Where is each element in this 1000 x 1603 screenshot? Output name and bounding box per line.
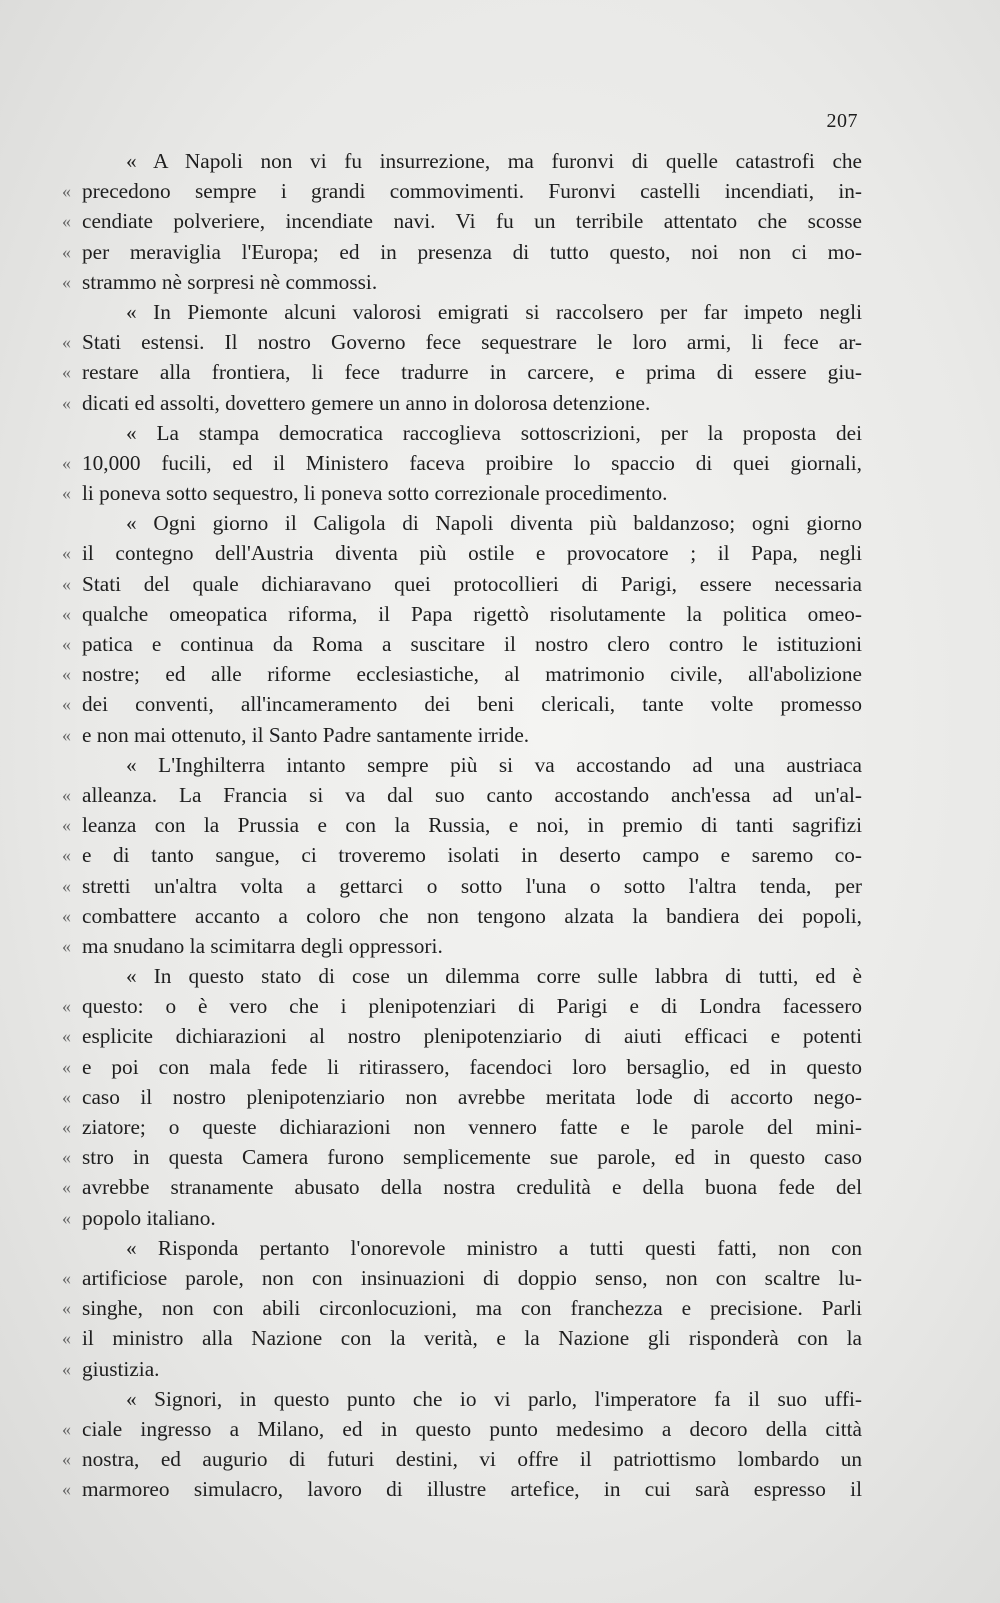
text-line	[62, 1414, 862, 1444]
text-line	[62, 206, 862, 236]
text-line	[62, 357, 862, 387]
line-text: Stati estensi. Il nostro Governo fece sequestrare le loro armi, li fece ar-	[82, 330, 862, 355]
text-line	[62, 1474, 862, 1504]
quote-mark: «	[62, 1449, 71, 1470]
line-text: « Ogni giorno il Caligola di Napoli diventa più baldanzoso; ogni giorno	[126, 511, 862, 536]
quote-mark: «	[62, 664, 71, 685]
text-line	[62, 1384, 862, 1414]
quote-mark: «	[62, 1086, 71, 1107]
text-line	[62, 840, 862, 870]
quote-mark: «	[62, 1298, 71, 1319]
quote-mark: «	[62, 241, 71, 262]
quote-mark: «	[62, 211, 71, 232]
text-line	[62, 146, 862, 176]
text-line	[62, 689, 862, 719]
text-line	[62, 327, 862, 357]
line-text: cendiate polveriere, incendiate navi. Vi fu un terribile attentato che scosse	[82, 209, 862, 234]
text-line	[62, 267, 862, 297]
quote-mark: «	[62, 1026, 71, 1047]
line-text: ma snudano la scimitarra degli oppressori.	[82, 933, 443, 958]
text-line	[62, 176, 862, 206]
line-text: nostra, ed augurio di futuri destini, vi offre il patriottismo lombardo un	[82, 1447, 862, 1472]
quote-mark: «	[62, 603, 71, 624]
line-text: qualche omeopatica riforma, il Papa rigettò risolutamente la politica omeo-	[82, 601, 862, 626]
quote-mark: «	[62, 1479, 71, 1500]
text-line	[62, 1323, 862, 1353]
line-text: e poi con mala fede li ritirassero, facendoci loro bersaglio, ed in questo	[82, 1054, 862, 1079]
text-line	[62, 1354, 862, 1384]
text-line	[62, 750, 862, 780]
quote-mark: «	[62, 634, 71, 654]
line-text: popolo italiano.	[82, 1205, 216, 1230]
text-line	[62, 1444, 862, 1474]
line-text: combattere accanto a coloro che non tengono alzata la bandiera dei popoli,	[82, 903, 862, 928]
quote-mark: «	[62, 1056, 71, 1077]
text-line	[62, 297, 862, 327]
text-line	[62, 388, 862, 418]
quote-mark: «	[62, 483, 71, 504]
quote-mark: «	[62, 1177, 71, 1198]
quote-mark: «	[62, 1418, 71, 1439]
quote-mark: «	[62, 1328, 71, 1349]
line-text: marmoreo simulacro, lavoro di illustre artefice, in cui sarà espresso il	[82, 1477, 862, 1502]
text-line	[62, 599, 862, 629]
text-line	[62, 991, 862, 1021]
quote-mark: «	[62, 181, 71, 202]
text-line	[62, 1263, 862, 1293]
line-text: ciale ingresso a Milano, ed in questo punto medesimo a decoro della città	[82, 1416, 862, 1441]
text-line	[62, 931, 862, 961]
line-text: stro in questa Camera furono semplicemente sue parole, ed in questo caso	[82, 1145, 862, 1170]
text-line	[62, 901, 862, 931]
line-text: « In questo stato di cose un dilemma corre sulle labbra di tutti, ed è	[126, 964, 862, 989]
text-line	[62, 659, 862, 689]
quote-mark: «	[62, 392, 71, 413]
line-text: questo: o è vero che i plenipotenziari di Parigi e di Londra facessero	[82, 994, 862, 1019]
quote-mark: «	[62, 573, 71, 594]
text-line	[62, 1052, 862, 1082]
line-text: li poneva sotto sequestro, li poneva sotto correzionale procedimento.	[82, 481, 668, 506]
quote-mark: «	[62, 1207, 71, 1228]
line-text: il ministro alla Nazione con la verità, e la Nazione gli risponderà con la	[82, 1326, 862, 1351]
line-text: leanza con la Prussia e con la Russia, e noi, in premio di tanti sagrifizi	[82, 813, 862, 838]
line-text: « In Piemonte alcuni valorosi emigrati si raccolsero per far impeto negli	[126, 299, 862, 324]
quote-mark: «	[62, 996, 71, 1017]
text-line	[62, 237, 862, 267]
line-text: precedono sempre i grandi commovimenti. Furonvi castelli incendiati, in-	[82, 179, 862, 204]
quote-mark: «	[62, 543, 71, 564]
quote-mark: «	[62, 845, 71, 866]
text-line	[62, 1112, 862, 1142]
quote-mark: «	[62, 1117, 71, 1137]
text-line	[62, 1142, 862, 1172]
quote-mark: «	[62, 875, 71, 896]
line-text: il contegno dell'Austria diventa più ostile e provocatore ; il Papa, negli	[82, 541, 862, 566]
text-line	[62, 478, 862, 508]
line-text: « La stampa democratica raccoglieva sottoscrizioni, per la proposta dei	[126, 420, 862, 445]
line-text: ziatore; o queste dichiarazioni non vennero fatte e le parole del mini-	[82, 1115, 862, 1139]
line-text: e di tanto sangue, ci troveremo isolati in deserto campo e saremo co-	[82, 843, 862, 868]
text-line	[62, 1082, 862, 1112]
page-number: 207	[826, 110, 858, 132]
quote-mark: «	[62, 1358, 71, 1379]
quote-mark: «	[62, 452, 71, 473]
quote-mark: «	[62, 332, 71, 353]
line-text: dei conventi, all'incameramento dei beni clericali, tante volte promesso	[82, 692, 862, 717]
text-line	[62, 1021, 862, 1051]
text-line	[62, 1203, 862, 1233]
text-line	[62, 720, 862, 750]
quote-mark: «	[62, 271, 71, 292]
quote-mark: «	[62, 935, 71, 956]
text-line	[62, 569, 862, 599]
line-text: singhe, non con abili circonlocuzioni, ma con franchezza e precisione. Parli	[82, 1296, 862, 1321]
line-text: esplicite dichiarazioni al nostro plenipotenziario di aiuti efficaci e potenti	[82, 1024, 862, 1049]
quote-mark: «	[62, 784, 71, 805]
line-text: dicati ed assolti, dovettero gemere un anno in dolorosa detenzione.	[82, 390, 651, 415]
text-line	[62, 810, 862, 840]
text-line	[62, 538, 862, 568]
text-line	[62, 508, 862, 538]
quote-mark: «	[62, 1147, 71, 1168]
text-line	[62, 871, 862, 901]
line-text: strammo nè sorpresi nè commossi.	[82, 269, 378, 294]
line-text: nostre; ed alle riforme ecclesiastiche, al matrimonio civile, all'abolizione	[82, 662, 862, 687]
text-line	[62, 780, 862, 810]
line-text: restare alla frontiera, li fece tradurre in carcere, e prima di essere giu-	[82, 360, 862, 385]
line-text: patica e continua da Roma a suscitare il nostro clero contro le istituzioni	[82, 632, 862, 656]
line-text: artificiose parole, non con insinuazioni di doppio senso, non con scaltre lu-	[82, 1265, 862, 1290]
text-line	[62, 629, 862, 659]
quote-mark: «	[62, 362, 71, 383]
line-text: « Risponda pertanto l'onorevole ministro a tutti questi fatti, non con	[126, 1235, 862, 1260]
text-line	[62, 1293, 862, 1323]
text-line	[62, 448, 862, 478]
line-text: stretti un'altra volta a gettarci o sotto l'una o sotto l'altra tenda, per	[82, 873, 862, 898]
text-line	[62, 961, 862, 991]
line-text: « L'Inghilterra intanto sempre più si va accostando ad una austriaca	[126, 752, 862, 777]
text-line	[62, 1233, 862, 1263]
quote-mark: «	[62, 815, 71, 836]
text-line	[62, 1172, 862, 1202]
line-text: alleanza. La Francia si va dal suo canto accostando anch'essa ad un'al-	[82, 782, 862, 807]
line-text: giustizia.	[82, 1356, 160, 1381]
text-line	[62, 418, 862, 448]
body-text	[62, 146, 862, 1504]
line-text: « A Napoli non vi fu insurrezione, ma furonvi di quelle catastrofi che	[126, 149, 862, 173]
line-text: caso il nostro plenipotenziario non avrebbe meritata lode di accorto nego-	[82, 1084, 862, 1109]
quote-mark: «	[62, 724, 71, 745]
line-text: avrebbe stranamente abusato della nostra credulità e della buona fede del	[82, 1175, 862, 1200]
line-text: « Signori, in questo punto che io vi parlo, l'imperatore fa il suo uffi-	[126, 1386, 862, 1411]
line-text: 10,000 fucili, ed il Ministero faceva proibire lo spaccio di quei giornali,	[82, 450, 862, 475]
quote-mark: «	[62, 1267, 71, 1288]
quote-mark: «	[62, 905, 71, 926]
line-text: Stati del quale dichiaravano quei protocollieri di Parigi, essere necessaria	[82, 571, 862, 596]
quote-mark: «	[62, 694, 71, 715]
line-text: e non mai ottenuto, il Santo Padre santamente irride.	[82, 722, 530, 747]
line-text: per meraviglia l'Europa; ed in presenza di tutto questo, noi non ci mo-	[82, 239, 862, 264]
